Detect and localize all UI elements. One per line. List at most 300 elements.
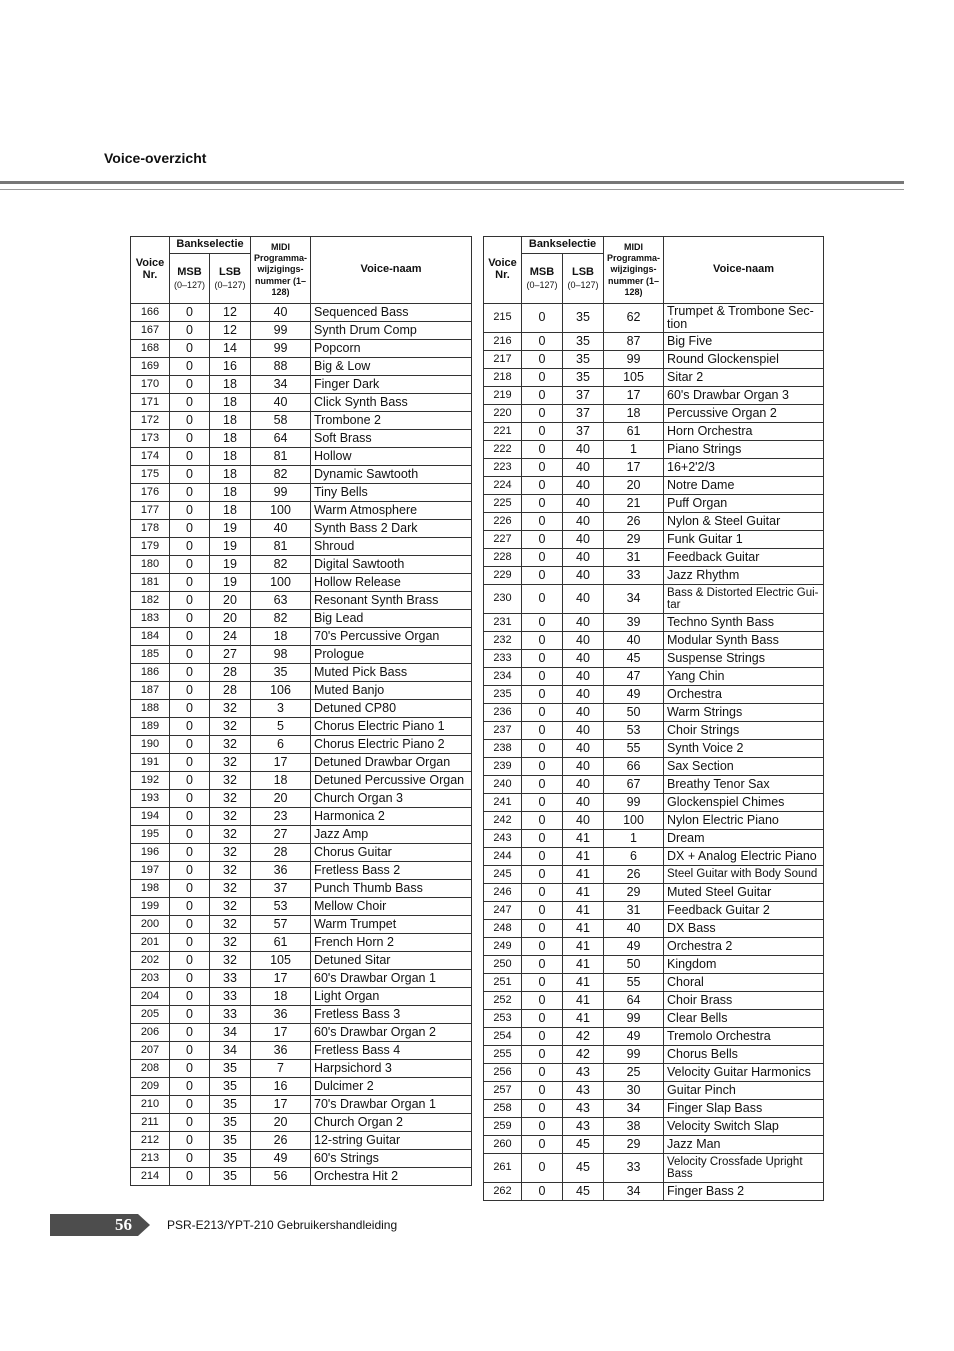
voice-nr-cell: 245 bbox=[484, 866, 522, 884]
voice-nr-cell: 186 bbox=[131, 664, 170, 682]
lsb-cell: 28 bbox=[210, 682, 251, 700]
table-row bbox=[484, 686, 824, 704]
voice-name-cell: Sequenced Bass bbox=[311, 304, 472, 322]
table-row bbox=[484, 794, 824, 812]
voice-name-cell: 70's Percussive Organ bbox=[311, 628, 472, 646]
voice-name-cell: Chorus Electric Piano 1 bbox=[311, 718, 472, 736]
table-row bbox=[484, 776, 824, 794]
msb-cell: 0 bbox=[522, 830, 563, 848]
table-row bbox=[131, 880, 472, 898]
voice-nr-cell: 187 bbox=[131, 682, 170, 700]
table-row bbox=[131, 772, 472, 790]
table-row bbox=[484, 1100, 824, 1118]
table-row bbox=[131, 1096, 472, 1114]
lsb-cell: 33 bbox=[210, 1006, 251, 1024]
voice-name-cell: Feedback Guitar bbox=[664, 549, 824, 567]
table-row bbox=[131, 412, 472, 430]
voice-nr-cell: 211 bbox=[131, 1114, 170, 1132]
program-cell: 29 bbox=[604, 531, 664, 549]
msb-cell: 0 bbox=[522, 531, 563, 549]
voice-name-cell: Detuned CP80 bbox=[311, 700, 472, 718]
program-cell: 56 bbox=[251, 1168, 311, 1186]
voice-name-cell: Chorus Guitar bbox=[311, 844, 472, 862]
lsb-cell: 40 bbox=[563, 549, 604, 567]
table-row bbox=[484, 304, 824, 333]
voice-name-cell: Church Organ 2 bbox=[311, 1114, 472, 1132]
voice-nr-cell: 247 bbox=[484, 902, 522, 920]
voice-nr-cell: 193 bbox=[131, 790, 170, 808]
msb-cell: 0 bbox=[170, 844, 210, 862]
voice-name-cell: Synth Bass 2 Dark bbox=[311, 520, 472, 538]
header-rule-thick bbox=[0, 181, 904, 184]
program-cell: 81 bbox=[251, 538, 311, 556]
table-row bbox=[131, 1168, 472, 1186]
table-row bbox=[484, 830, 824, 848]
header-voice-nr: Voice Nr. bbox=[484, 237, 522, 304]
program-cell: 27 bbox=[251, 826, 311, 844]
voice-nr-cell: 166 bbox=[131, 304, 170, 322]
lsb-cell: 32 bbox=[210, 754, 251, 772]
lsb-cell: 40 bbox=[563, 776, 604, 794]
lsb-cell: 43 bbox=[563, 1082, 604, 1100]
msb-cell: 0 bbox=[522, 614, 563, 632]
table-row bbox=[131, 1006, 472, 1024]
voice-name-cell: Velocity Guitar Harmonics bbox=[664, 1064, 824, 1082]
program-cell: 29 bbox=[604, 884, 664, 902]
table-row bbox=[131, 718, 472, 736]
program-cell: 34 bbox=[604, 1183, 664, 1201]
voice-name-cell: Warm Trumpet bbox=[311, 916, 472, 934]
voice-name-cell: Steel Guitar with Body Sound bbox=[664, 866, 824, 884]
voice-nr-cell: 213 bbox=[131, 1150, 170, 1168]
program-cell: 1 bbox=[604, 441, 664, 459]
msb-cell: 0 bbox=[170, 826, 210, 844]
lsb-cell: 42 bbox=[563, 1028, 604, 1046]
voice-nr-cell: 170 bbox=[131, 376, 170, 394]
footer-manual-title: PSR-E213/YPT-210 Gebruikershandleiding bbox=[167, 1218, 398, 1232]
lsb-cell: 28 bbox=[210, 664, 251, 682]
program-cell: 30 bbox=[604, 1082, 664, 1100]
header-bankselectie: Bankselectie bbox=[170, 237, 251, 254]
program-cell: 49 bbox=[604, 1028, 664, 1046]
lsb-cell: 32 bbox=[210, 880, 251, 898]
program-cell: 99 bbox=[251, 322, 311, 340]
table-row bbox=[484, 1010, 824, 1028]
voice-nr-cell: 182 bbox=[131, 592, 170, 610]
program-cell: 34 bbox=[604, 1100, 664, 1118]
table-row bbox=[131, 646, 472, 664]
table-row bbox=[484, 614, 824, 632]
voice-nr-cell: 204 bbox=[131, 988, 170, 1006]
program-cell: 17 bbox=[251, 970, 311, 988]
voice-name-cell: Suspense Strings bbox=[664, 650, 824, 668]
lsb-cell: 41 bbox=[563, 938, 604, 956]
voice-name-cell: Orchestra 2 bbox=[664, 938, 824, 956]
table-row bbox=[131, 898, 472, 916]
msb-cell: 0 bbox=[522, 1064, 563, 1082]
table-row bbox=[484, 866, 824, 884]
voice-nr-cell: 208 bbox=[131, 1060, 170, 1078]
lsb-cell: 32 bbox=[210, 700, 251, 718]
voice-nr-cell: 228 bbox=[484, 549, 522, 567]
voice-nr-cell: 253 bbox=[484, 1010, 522, 1028]
lsb-cell: 40 bbox=[563, 668, 604, 686]
msb-cell: 0 bbox=[170, 1060, 210, 1078]
table-row bbox=[484, 956, 824, 974]
voice-nr-cell: 209 bbox=[131, 1078, 170, 1096]
voice-nr-cell: 206 bbox=[131, 1024, 170, 1042]
msb-cell: 0 bbox=[170, 1042, 210, 1060]
voice-nr-cell: 251 bbox=[484, 974, 522, 992]
voice-name-cell: Detuned Sitar bbox=[311, 952, 472, 970]
table-row bbox=[484, 495, 824, 513]
program-cell: 18 bbox=[604, 405, 664, 423]
table-row bbox=[131, 340, 472, 358]
program-cell: 98 bbox=[251, 646, 311, 664]
voice-nr-cell: 179 bbox=[131, 538, 170, 556]
msb-cell: 0 bbox=[170, 394, 210, 412]
voice-nr-cell: 185 bbox=[131, 646, 170, 664]
program-cell: 105 bbox=[251, 952, 311, 970]
table-row bbox=[484, 722, 824, 740]
voice-nr-cell: 217 bbox=[484, 351, 522, 369]
msb-cell: 0 bbox=[170, 736, 210, 754]
voice-nr-cell: 259 bbox=[484, 1118, 522, 1136]
program-cell: 99 bbox=[604, 1010, 664, 1028]
program-cell: 20 bbox=[251, 1114, 311, 1132]
program-cell: 6 bbox=[604, 848, 664, 866]
voice-name-cell: Breathy Tenor Sax bbox=[664, 776, 824, 794]
voice-name-cell: 16+2'2/3 bbox=[664, 459, 824, 477]
voice-name-cell: Muted Pick Bass bbox=[311, 664, 472, 682]
header-lsb-label: LSB bbox=[219, 266, 241, 278]
program-cell: 25 bbox=[604, 1064, 664, 1082]
voice-nr-cell: 180 bbox=[131, 556, 170, 574]
voice-nr-cell: 236 bbox=[484, 704, 522, 722]
table-row bbox=[484, 531, 824, 549]
voice-nr-cell: 176 bbox=[131, 484, 170, 502]
voice-name-cell: Detuned Percussive Organ bbox=[311, 772, 472, 790]
voice-name-cell: Prologue bbox=[311, 646, 472, 664]
voice-nr-cell: 233 bbox=[484, 650, 522, 668]
voice-name-cell: Velocity Switch Slap bbox=[664, 1118, 824, 1136]
msb-cell: 0 bbox=[522, 369, 563, 387]
program-cell: 105 bbox=[604, 369, 664, 387]
voice-name-cell: Finger Bass 2 bbox=[664, 1183, 824, 1201]
voice-name-cell: Funk Guitar 1 bbox=[664, 531, 824, 549]
program-cell: 63 bbox=[251, 592, 311, 610]
table-row bbox=[484, 974, 824, 992]
table-row bbox=[484, 585, 824, 614]
voice-name-cell: Muted Banjo bbox=[311, 682, 472, 700]
lsb-cell: 41 bbox=[563, 920, 604, 938]
voice-nr-cell: 240 bbox=[484, 776, 522, 794]
lsb-cell: 40 bbox=[563, 704, 604, 722]
lsb-cell: 41 bbox=[563, 830, 604, 848]
voice-name-cell: Sitar 2 bbox=[664, 369, 824, 387]
msb-cell: 0 bbox=[170, 880, 210, 898]
voice-nr-cell: 223 bbox=[484, 459, 522, 477]
msb-cell: 0 bbox=[522, 1100, 563, 1118]
table-row bbox=[484, 405, 824, 423]
voice-name-cell: Yang Chin bbox=[664, 668, 824, 686]
table-row bbox=[131, 556, 472, 574]
program-cell: 17 bbox=[251, 1024, 311, 1042]
voice-nr-cell: 221 bbox=[484, 423, 522, 441]
table-row bbox=[484, 1136, 824, 1154]
lsb-cell: 20 bbox=[210, 592, 251, 610]
msb-cell: 0 bbox=[170, 646, 210, 664]
voice-name-cell: Feedback Guitar 2 bbox=[664, 902, 824, 920]
msb-cell: 0 bbox=[170, 1114, 210, 1132]
msb-cell: 0 bbox=[170, 1150, 210, 1168]
voice-name-cell: Round Glockenspiel bbox=[664, 351, 824, 369]
voice-name-cell: Hollow bbox=[311, 448, 472, 466]
msb-cell: 0 bbox=[522, 351, 563, 369]
msb-cell: 0 bbox=[170, 808, 210, 826]
program-cell: 39 bbox=[604, 614, 664, 632]
msb-cell: 0 bbox=[170, 484, 210, 502]
voice-name-cell: Detuned Drawbar Organ bbox=[311, 754, 472, 772]
voice-nr-cell: 231 bbox=[484, 614, 522, 632]
header-bankselectie: Bankselectie bbox=[522, 237, 604, 254]
voice-nr-cell: 258 bbox=[484, 1100, 522, 1118]
table-row bbox=[484, 740, 824, 758]
voice-name-cell: Fretless Bass 4 bbox=[311, 1042, 472, 1060]
lsb-cell: 32 bbox=[210, 736, 251, 754]
program-cell: 49 bbox=[251, 1150, 311, 1168]
msb-cell: 0 bbox=[170, 916, 210, 934]
voice-nr-cell: 197 bbox=[131, 862, 170, 880]
table-row bbox=[131, 952, 472, 970]
table-row bbox=[484, 1028, 824, 1046]
msb-cell: 0 bbox=[170, 952, 210, 970]
table-row bbox=[131, 844, 472, 862]
program-cell: 58 bbox=[251, 412, 311, 430]
table-row bbox=[484, 704, 824, 722]
msb-cell: 0 bbox=[522, 704, 563, 722]
voice-nr-cell: 210 bbox=[131, 1096, 170, 1114]
msb-cell: 0 bbox=[522, 513, 563, 531]
voice-nr-cell: 202 bbox=[131, 952, 170, 970]
header-msb-label: MSB bbox=[529, 266, 555, 278]
msb-cell: 0 bbox=[522, 974, 563, 992]
voice-nr-cell: 260 bbox=[484, 1136, 522, 1154]
voice-name-cell: Finger Slap Bass bbox=[664, 1100, 824, 1118]
voice-nr-cell: 189 bbox=[131, 718, 170, 736]
voice-name-cell: Bass & Distorted Electric Gui-tar bbox=[664, 585, 824, 614]
voice-nr-cell: 167 bbox=[131, 322, 170, 340]
voice-name-cell: 60's Drawbar Organ 1 bbox=[311, 970, 472, 988]
table-row bbox=[484, 884, 824, 902]
msb-cell: 0 bbox=[522, 920, 563, 938]
voice-name-cell: Dynamic Sawtooth bbox=[311, 466, 472, 484]
program-cell: 40 bbox=[251, 394, 311, 412]
table-row bbox=[131, 592, 472, 610]
lsb-cell: 35 bbox=[563, 351, 604, 369]
program-cell: 35 bbox=[251, 664, 311, 682]
msb-cell: 0 bbox=[170, 628, 210, 646]
program-cell: 34 bbox=[604, 585, 664, 614]
table-row bbox=[131, 862, 472, 880]
program-cell: 40 bbox=[604, 920, 664, 938]
program-cell: 67 bbox=[604, 776, 664, 794]
voice-nr-cell: 195 bbox=[131, 826, 170, 844]
lsb-cell: 16 bbox=[210, 358, 251, 376]
lsb-cell: 41 bbox=[563, 902, 604, 920]
voice-nr-cell: 252 bbox=[484, 992, 522, 1010]
lsb-cell: 32 bbox=[210, 934, 251, 952]
voice-nr-cell: 171 bbox=[131, 394, 170, 412]
program-cell: 21 bbox=[604, 495, 664, 513]
table-row bbox=[484, 992, 824, 1010]
table-row bbox=[484, 549, 824, 567]
msb-cell: 0 bbox=[522, 866, 563, 884]
voice-name-cell: Big & Low bbox=[311, 358, 472, 376]
voice-name-cell: Click Synth Bass bbox=[311, 394, 472, 412]
table-row bbox=[484, 1183, 824, 1201]
msb-cell: 0 bbox=[522, 1154, 563, 1183]
lsb-cell: 32 bbox=[210, 898, 251, 916]
voice-nr-cell: 219 bbox=[484, 387, 522, 405]
lsb-cell: 43 bbox=[563, 1064, 604, 1082]
lsb-cell: 34 bbox=[210, 1042, 251, 1060]
msb-cell: 0 bbox=[522, 387, 563, 405]
lsb-cell: 32 bbox=[210, 826, 251, 844]
voice-name-cell: Guitar Pinch bbox=[664, 1082, 824, 1100]
voice-name-cell: Harmonica 2 bbox=[311, 808, 472, 826]
voice-nr-cell: 225 bbox=[484, 495, 522, 513]
msb-cell: 0 bbox=[170, 862, 210, 880]
voice-name-cell: Choir Brass bbox=[664, 992, 824, 1010]
program-cell: 82 bbox=[251, 610, 311, 628]
lsb-cell: 41 bbox=[563, 974, 604, 992]
program-cell: 53 bbox=[604, 722, 664, 740]
program-cell: 18 bbox=[251, 772, 311, 790]
msb-cell: 0 bbox=[170, 556, 210, 574]
voice-nr-cell: 229 bbox=[484, 567, 522, 585]
voice-nr-cell: 239 bbox=[484, 758, 522, 776]
voice-nr-cell: 214 bbox=[131, 1168, 170, 1186]
voice-name-cell: Tremolo Orchestra bbox=[664, 1028, 824, 1046]
table-row bbox=[131, 394, 472, 412]
lsb-cell: 18 bbox=[210, 412, 251, 430]
program-cell: 1 bbox=[604, 830, 664, 848]
msb-cell: 0 bbox=[522, 304, 563, 333]
voice-table-left bbox=[130, 236, 472, 1186]
program-cell: 55 bbox=[604, 740, 664, 758]
voice-name-cell: Jazz Amp bbox=[311, 826, 472, 844]
program-cell: 99 bbox=[604, 794, 664, 812]
msb-cell: 0 bbox=[170, 664, 210, 682]
table-row bbox=[131, 358, 472, 376]
program-cell: 5 bbox=[251, 718, 311, 736]
program-cell: 106 bbox=[251, 682, 311, 700]
msb-cell: 0 bbox=[170, 520, 210, 538]
program-cell: 87 bbox=[604, 333, 664, 351]
table-row bbox=[131, 754, 472, 772]
voice-name-cell: Velocity Crossfade Upright Bass bbox=[664, 1154, 824, 1183]
header-lsb bbox=[210, 254, 251, 304]
program-cell: 45 bbox=[604, 650, 664, 668]
table-row bbox=[484, 387, 824, 405]
table-row bbox=[484, 902, 824, 920]
msb-cell: 0 bbox=[522, 585, 563, 614]
lsb-cell: 19 bbox=[210, 520, 251, 538]
program-cell: 49 bbox=[604, 938, 664, 956]
table-row bbox=[131, 934, 472, 952]
voice-name-cell: Trombone 2 bbox=[311, 412, 472, 430]
voice-nr-cell: 238 bbox=[484, 740, 522, 758]
table-row bbox=[131, 808, 472, 826]
voice-nr-cell: 201 bbox=[131, 934, 170, 952]
program-cell: 20 bbox=[604, 477, 664, 495]
voice-name-cell: Fretless Bass 2 bbox=[311, 862, 472, 880]
program-cell: 26 bbox=[604, 866, 664, 884]
table-row bbox=[131, 736, 472, 754]
msb-cell: 0 bbox=[522, 848, 563, 866]
msb-cell: 0 bbox=[522, 1028, 563, 1046]
program-cell: 64 bbox=[251, 430, 311, 448]
table-row bbox=[131, 628, 472, 646]
header-lsb-label: LSB bbox=[572, 266, 594, 278]
msb-cell: 0 bbox=[522, 567, 563, 585]
program-cell: 29 bbox=[604, 1136, 664, 1154]
voice-nr-cell: 192 bbox=[131, 772, 170, 790]
msb-cell: 0 bbox=[522, 405, 563, 423]
msb-cell: 0 bbox=[170, 1096, 210, 1114]
program-cell: 61 bbox=[251, 934, 311, 952]
program-cell: 40 bbox=[251, 304, 311, 322]
program-cell: 17 bbox=[251, 1096, 311, 1114]
section-title: Voice-overzicht bbox=[104, 150, 207, 166]
table-row bbox=[484, 758, 824, 776]
msb-cell: 0 bbox=[170, 1078, 210, 1096]
msb-cell: 0 bbox=[170, 988, 210, 1006]
msb-cell: 0 bbox=[522, 495, 563, 513]
voice-nr-cell: 226 bbox=[484, 513, 522, 531]
msb-cell: 0 bbox=[522, 1118, 563, 1136]
header-msb bbox=[522, 254, 563, 304]
table-row bbox=[484, 1064, 824, 1082]
msb-cell: 0 bbox=[522, 668, 563, 686]
table-row bbox=[484, 423, 824, 441]
header-msb bbox=[170, 254, 210, 304]
lsb-cell: 45 bbox=[563, 1183, 604, 1201]
program-cell: 34 bbox=[251, 376, 311, 394]
voice-name-cell: Notre Dame bbox=[664, 477, 824, 495]
voice-name-cell: Big Lead bbox=[311, 610, 472, 628]
table-row bbox=[131, 664, 472, 682]
voice-nr-cell: 177 bbox=[131, 502, 170, 520]
program-cell: 100 bbox=[251, 574, 311, 592]
voice-name-cell: Chorus Bells bbox=[664, 1046, 824, 1064]
program-cell: 62 bbox=[604, 304, 664, 333]
lsb-cell: 40 bbox=[563, 441, 604, 459]
lsb-cell: 41 bbox=[563, 884, 604, 902]
voice-name-cell: Fretless Bass 3 bbox=[311, 1006, 472, 1024]
lsb-cell: 45 bbox=[563, 1154, 604, 1183]
program-cell: 53 bbox=[251, 898, 311, 916]
msb-cell: 0 bbox=[170, 790, 210, 808]
voice-name-cell: Digital Sawtooth bbox=[311, 556, 472, 574]
voice-name-cell: Muted Steel Guitar bbox=[664, 884, 824, 902]
voice-nr-cell: 174 bbox=[131, 448, 170, 466]
table-row bbox=[484, 513, 824, 531]
voice-name-cell: Hollow Release bbox=[311, 574, 472, 592]
msb-cell: 0 bbox=[522, 758, 563, 776]
program-cell: 7 bbox=[251, 1060, 311, 1078]
